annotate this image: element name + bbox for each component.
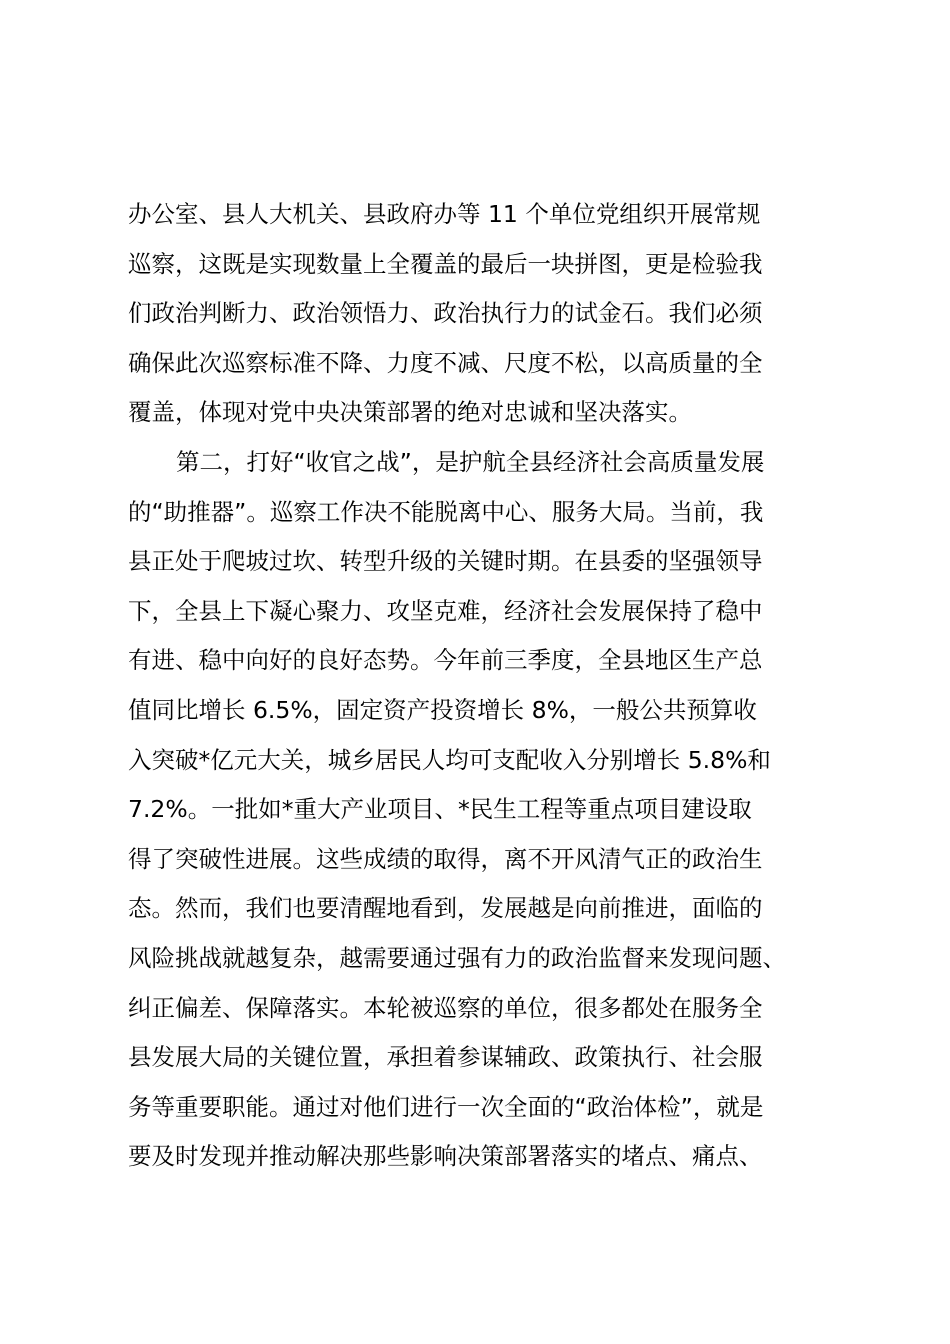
text-line: 值同比增长 6.5%，固定资产投资增长 8%，一般公共预算收 — [128, 695, 757, 724]
text-line: 有进、稳中向好的良好态势。今年前三季度，全县地区生产总 — [128, 646, 763, 675]
text-line: 们政治判断力、政治领悟力、政治执行力的试金石。我们必须 — [128, 299, 763, 328]
text-line: 纠正偏差、保障落实。本轮被巡察的单位，很多都处在服务全 — [128, 993, 763, 1022]
text-line-indented: 第二，打好“收官之战”，是护航全县经济社会高质量发展 — [176, 447, 765, 476]
paragraph-1 — [128, 190, 828, 438]
text-line: 态。然而，我们也要清醒地看到，发展越是向前推进，面临的 — [128, 894, 763, 923]
paragraph-2 — [128, 438, 828, 1182]
text-line: 办公室、县人大机关、县政府办等 11 个单位党组织开展常规 — [128, 200, 761, 228]
document-body — [128, 190, 828, 1182]
text-line: 务等重要职能。通过对他们进行一次全面的“政治体检”，就是 — [128, 1092, 764, 1121]
text-line: 要及时发现并推动解决那些影响决策部署落实的堵点、痛点、 — [128, 1142, 763, 1171]
text-line: 得了突破性进展。这些成绩的取得，离不开风清气正的政治生 — [128, 844, 763, 873]
text-line: 下，全县上下凝心聚力、攻坚克难，经济社会发展保持了稳中 — [128, 596, 763, 625]
text-line: 风险挑战就越复杂，越需要通过强有力的政治监督来发现问题、 — [128, 943, 786, 972]
text-line: 县正处于爬坡过坎、转型升级的关键时期。在县委的坚强领导 — [128, 547, 763, 576]
text-line: 7.2%。一批如*重大产业项目、*民生工程等重点项目建设取 — [128, 795, 752, 824]
text-line: 入突破*亿元大关，城乡居民人均可支配收入分别增长 5.8%和 — [128, 745, 771, 774]
text-line: 县发展大局的关键位置，承担着参谋辅政、政策执行、社会服 — [128, 1043, 763, 1072]
text-line: 巡察，这既是实现数量上全覆盖的最后一块拼图，更是检验我 — [128, 249, 763, 278]
text-line: 确保此次巡察标准不降、力度不减、尺度不松，以高质量的全 — [128, 348, 763, 377]
text-line: 覆盖，体现对党中央决策部署的绝对忠诚和坚决落实。 — [128, 398, 692, 427]
text-line: 的“助推器”。巡察工作决不能脱离中心、服务大局。当前，我 — [128, 497, 764, 526]
